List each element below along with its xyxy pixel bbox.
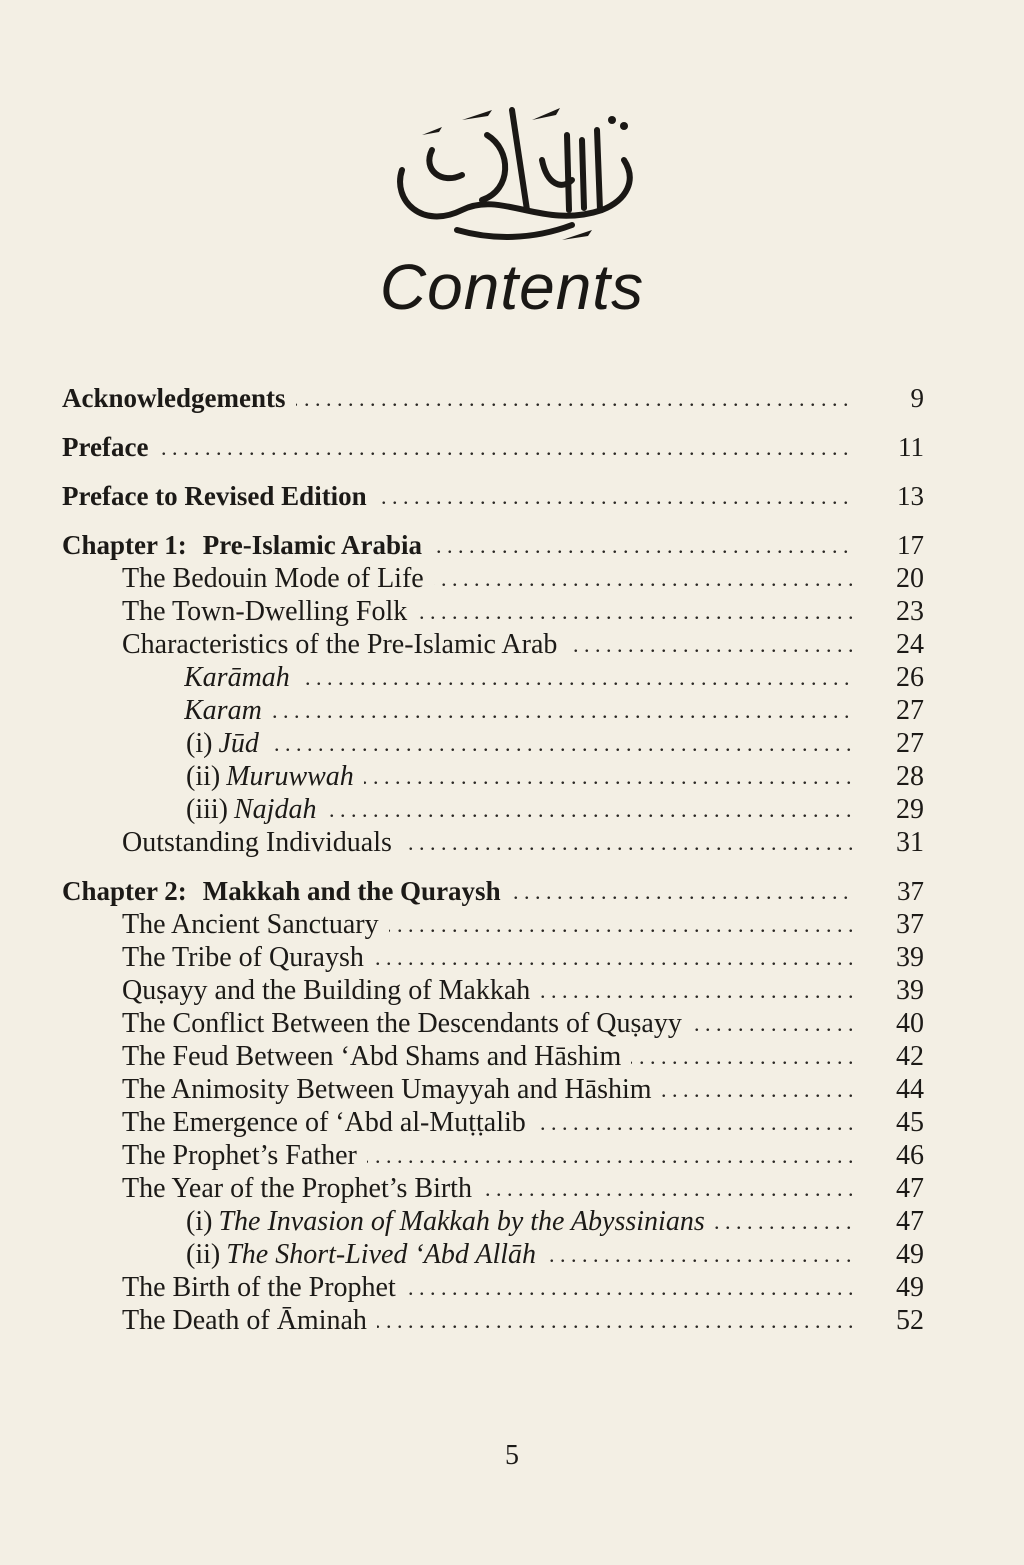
toc-entry-label <box>186 727 269 760</box>
toc-entry-title: Preface to Revised Edition <box>62 481 367 511</box>
toc-entry-page: 17 <box>897 530 924 560</box>
toc-entry-title: Characteristics of the Pre-Islamic Arab <box>122 629 558 660</box>
toc-entry <box>62 661 924 694</box>
toc-entry-title: The Bedouin Mode of Life <box>122 563 424 594</box>
toc-entry-page: 27 <box>896 728 924 759</box>
toc-entry-page: 26 <box>896 662 924 693</box>
toc-entry-label <box>122 595 417 628</box>
toc-entry <box>62 1139 924 1172</box>
toc-entry-prefix: (iii) <box>186 794 228 825</box>
toc-entry <box>62 1304 924 1337</box>
toc-entry-label <box>122 908 389 941</box>
toc-entry-title: Preface <box>62 432 149 462</box>
toc-entry-page: 45 <box>896 1107 924 1138</box>
toc-entry-label <box>184 694 272 727</box>
toc-entry-title: The Year of the Prophet’s Birth <box>122 1173 472 1204</box>
toc-entry-page: 39 <box>896 942 924 973</box>
toc-entry-title: Najdah <box>234 794 317 825</box>
toc-entry-label <box>122 1073 662 1106</box>
toc-entry <box>62 1007 924 1040</box>
bismillah-calligraphy-icon <box>362 90 662 250</box>
toc-entry-title: Makkah and the Quraysh <box>202 876 501 906</box>
toc-entry-page: 9 <box>910 383 924 413</box>
toc-entry <box>62 760 924 793</box>
toc-entry <box>62 908 924 941</box>
toc-entry-page: 11 <box>898 432 924 462</box>
toc-entry-label <box>122 1139 367 1172</box>
toc-entry <box>62 1205 924 1238</box>
toc-entry-label <box>122 1271 406 1304</box>
toc-entry-page: 46 <box>896 1140 924 1171</box>
toc-entry <box>62 1172 924 1205</box>
toc-entry <box>62 941 924 974</box>
toc-entry <box>62 628 924 661</box>
toc-entry-page: 20 <box>896 563 924 594</box>
toc-entry-title: Quṣayy and the Building of Makkah <box>122 975 531 1006</box>
toc-entry-label <box>62 382 296 415</box>
toc-entry-title: The Prophet’s Father <box>122 1140 357 1171</box>
toc-entry-prefix: Chapter 2: <box>62 876 187 906</box>
toc-entry-prefix: (ii) <box>186 761 221 792</box>
toc-entry-page: 27 <box>896 695 924 726</box>
table-of-contents <box>62 382 924 1337</box>
toc-entry <box>62 562 924 595</box>
toc-entry-prefix: (i) <box>186 728 213 759</box>
toc-entry-page: 44 <box>896 1074 924 1105</box>
toc-entry-label <box>122 941 374 974</box>
toc-entry-title: The Conflict Between the Descendants of Quṣayy <box>122 1008 682 1039</box>
toc-entry-label <box>122 562 434 595</box>
toc-entry-label <box>62 875 511 908</box>
toc-entry-page: 24 <box>896 629 924 660</box>
toc-entry <box>62 382 924 415</box>
toc-entry-page: 29 <box>896 794 924 825</box>
toc-entry-label <box>186 1205 715 1238</box>
toc-entry-page: 23 <box>896 596 924 627</box>
toc-entry-label <box>122 1040 631 1073</box>
toc-entry-page: 40 <box>896 1008 924 1039</box>
toc-entry-page: 28 <box>896 761 924 792</box>
toc-entry-page: 13 <box>897 481 924 511</box>
toc-entry-title: The Death of Āminah <box>122 1305 367 1336</box>
toc-entry-label <box>122 1172 482 1205</box>
toc-entry-title: Jūd <box>218 728 259 759</box>
toc-entry <box>62 826 924 859</box>
toc-entry-title: The Animosity Between Umayyah and Hāshim <box>122 1074 652 1105</box>
toc-entry <box>62 480 924 513</box>
toc-entry <box>62 875 924 908</box>
page-title: Contents <box>379 251 645 323</box>
toc-entry-title: Karāmah <box>184 662 290 693</box>
toc-entry-page: 49 <box>896 1272 924 1303</box>
toc-entry-page: 47 <box>896 1206 924 1237</box>
toc-entry-prefix: (i) <box>186 1206 213 1237</box>
toc-entry <box>62 1040 924 1073</box>
toc-entry-page: 37 <box>897 876 924 906</box>
toc-entry-title: Karam <box>184 695 262 726</box>
toc-entry <box>62 1238 924 1271</box>
toc-entry-label <box>62 431 158 464</box>
toc-entry-label <box>184 661 300 694</box>
toc-entry-title: The Town-Dwelling Folk <box>122 596 408 627</box>
toc-entry <box>62 529 924 562</box>
toc-entry <box>62 595 924 628</box>
toc-entry-title: The Feud Between ‘Abd Shams and Hāshim <box>122 1041 622 1072</box>
toc-entry <box>62 793 924 826</box>
toc-entry-label <box>62 480 377 513</box>
toc-entry-title: Pre-Islamic Arabia <box>202 530 422 560</box>
toc-entry-label <box>122 1007 692 1040</box>
toc-entry <box>62 974 924 1007</box>
toc-entry-label <box>122 974 540 1007</box>
toc-entry-page: 52 <box>896 1305 924 1336</box>
toc-entry-label <box>186 793 326 826</box>
toc-entry-page: 42 <box>896 1041 924 1072</box>
toc-entry-prefix: (ii) <box>186 1239 221 1270</box>
toc-entry-page: 39 <box>896 975 924 1006</box>
toc-entry-label <box>122 628 567 661</box>
toc-entry-title: The Birth of the Prophet <box>122 1272 396 1303</box>
toc-entry <box>62 694 924 727</box>
toc-entry-title: The Tribe of Quraysh <box>122 942 364 973</box>
toc-entry-label <box>122 1304 377 1337</box>
toc-entry-title: The Invasion of Makkah by the Abyssinians <box>218 1206 705 1237</box>
toc-entry-title: Muruwwah <box>226 761 354 792</box>
toc-entry-label <box>62 529 432 562</box>
toc-entry-label <box>186 760 364 793</box>
toc-entry-page: 37 <box>896 909 924 940</box>
toc-entry-title: The Ancient Sanctuary <box>122 909 379 940</box>
toc-entry-page: 47 <box>896 1173 924 1204</box>
toc-entry <box>62 727 924 760</box>
toc-entry-page: 31 <box>896 827 924 858</box>
toc-entry-title: The Short-Lived ‘Abd Allāh <box>226 1239 537 1270</box>
toc-entry-prefix: Chapter 1: <box>62 530 187 560</box>
toc-entry <box>62 1073 924 1106</box>
toc-entry-label <box>122 826 402 859</box>
toc-entry-page: 49 <box>896 1239 924 1270</box>
toc-entry-label <box>186 1238 546 1271</box>
toc-entry-title: Acknowledgements <box>62 383 286 413</box>
toc-entry-title: Outstanding Individuals <box>122 827 392 858</box>
page-number: 5 <box>505 1440 519 1471</box>
toc-entry <box>62 1271 924 1304</box>
toc-entry <box>62 1106 924 1139</box>
toc-entry-label <box>122 1106 536 1139</box>
toc-entry <box>62 431 924 464</box>
toc-entry-title: The Emergence of ‘Abd al-Muṭṭalib <box>122 1107 526 1138</box>
